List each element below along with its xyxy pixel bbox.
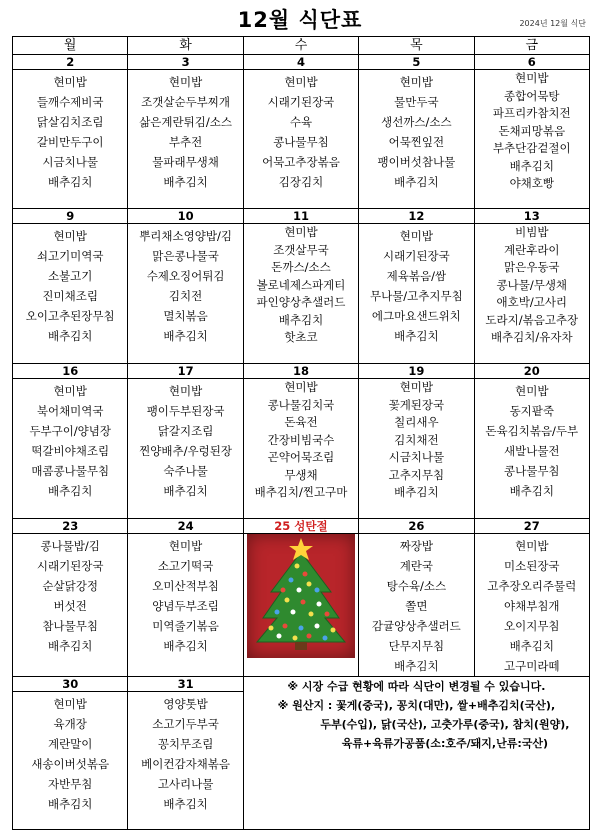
menu-item: 배추김치 bbox=[509, 158, 554, 173]
menu-item: 감귤양상추샐러드 bbox=[371, 619, 461, 633]
menu-item: 배추김치 bbox=[47, 329, 93, 343]
menu-item: 갈비만두구이 bbox=[36, 135, 104, 149]
menu-list bbox=[359, 224, 473, 346]
menu-list bbox=[244, 224, 358, 347]
origin-text: 꽃게(중국), 꽁치(대만), 쌀+배추김치(국산), bbox=[336, 699, 556, 712]
menu-item: 현미밥 bbox=[168, 539, 203, 553]
menu-item: 배추김치 bbox=[47, 797, 93, 811]
menu-list bbox=[13, 379, 127, 501]
weekday-mon: 월 bbox=[13, 37, 128, 55]
note-marker: ※ bbox=[287, 680, 299, 693]
menu-item: 뿌리채소영양밥/김 bbox=[139, 229, 232, 243]
origin-label: 원산지 : bbox=[292, 699, 333, 712]
menu-item: 단무지무침 bbox=[388, 639, 445, 653]
menu-item: 비빔밥 bbox=[515, 225, 549, 239]
menu-item: 시금치나물 bbox=[388, 450, 445, 464]
menu-item: 배추김치 bbox=[394, 659, 439, 673]
menu-item: 볼로네제스파게티 bbox=[256, 277, 346, 292]
menu-item: 계란말이 bbox=[47, 737, 93, 751]
menu-row bbox=[13, 70, 590, 209]
menu-cell bbox=[243, 379, 358, 519]
menu-item: 꽃게된장국 bbox=[388, 397, 445, 412]
menu-item: 조갯살순두부찌개 bbox=[141, 95, 231, 109]
menu-item: 맑은우동국 bbox=[504, 260, 560, 274]
menu-item: 새발나물전 bbox=[504, 444, 560, 458]
menu-item: 미역줄기볶음 bbox=[152, 619, 219, 633]
menu-item: 오이지무침 bbox=[504, 619, 560, 633]
weekday-tue: 화 bbox=[128, 37, 243, 55]
weekday-wed: 수 bbox=[243, 37, 358, 55]
menu-item: 맑은콩나물국 bbox=[152, 249, 219, 263]
menu-item: 오이고추된장무침 bbox=[25, 309, 115, 323]
date-cell: 2 bbox=[13, 55, 128, 70]
menu-row bbox=[13, 224, 590, 364]
menu-item: 배추김치 bbox=[394, 485, 439, 499]
date-note: 2024년 12월 식단 bbox=[519, 19, 586, 28]
menu-item: 시래기된장국 bbox=[36, 559, 104, 573]
date-cell: 5 bbox=[359, 55, 474, 70]
menu-list bbox=[244, 379, 358, 502]
menu-item: 짜장밥 bbox=[399, 539, 434, 553]
menu-item: 자반무침 bbox=[47, 777, 93, 791]
menu-item: 소고기떡국 bbox=[157, 559, 214, 573]
menu-item: 곤약어묵조림 bbox=[267, 450, 335, 464]
date-cell: 30 bbox=[13, 677, 128, 692]
menu-row bbox=[13, 534, 590, 677]
menu-cell bbox=[359, 534, 474, 677]
weekday-header-row bbox=[13, 37, 590, 55]
menu-item: 계란후라이 bbox=[504, 242, 560, 257]
menu-item: 순살닭강정 bbox=[42, 579, 98, 593]
menu-item: 현미밥 bbox=[515, 539, 549, 553]
menu-list bbox=[13, 224, 127, 346]
menu-item: 탕수육/소스 bbox=[386, 579, 447, 593]
menu-list bbox=[359, 534, 473, 676]
date-row bbox=[13, 209, 590, 224]
menu-item: 현미밥 bbox=[168, 75, 203, 89]
menu-item: 육개장 bbox=[53, 717, 87, 731]
menu-item: 현미밥 bbox=[515, 71, 549, 85]
menu-item: 제육볶음/쌈 bbox=[386, 269, 447, 283]
menu-item: 파인양상추샐러드 bbox=[256, 295, 346, 309]
menu-item: 배추김치 bbox=[394, 175, 439, 189]
menu-item: 동지팥죽 bbox=[509, 404, 554, 418]
menu-cell bbox=[128, 379, 243, 519]
menu-item: 에그마요샌드위치 bbox=[371, 309, 461, 323]
menu-item: 현미밥 bbox=[515, 384, 549, 398]
menu-item: 배추김치 bbox=[394, 329, 439, 343]
menu-cell bbox=[243, 70, 358, 209]
menu-item: 고사리나물 bbox=[157, 777, 214, 791]
menu-item: 소고기두부국 bbox=[152, 717, 219, 731]
menu-item: 배추김치/찐고구마 bbox=[254, 485, 348, 499]
menu-item: 영양톳밥 bbox=[163, 697, 208, 711]
menu-item: 배추김치 bbox=[163, 175, 208, 189]
date-cell: 10 bbox=[128, 209, 243, 224]
menu-item: 현미밥 bbox=[399, 75, 434, 89]
menu-item: 어묵찐잎전 bbox=[388, 135, 445, 149]
menu-item: 현미밥 bbox=[284, 75, 318, 89]
menu-item: 김치전 bbox=[168, 289, 203, 303]
date-cell-holiday: 25 성탄절 bbox=[243, 519, 358, 534]
menu-item: 팽이두부된장국 bbox=[146, 404, 225, 418]
menu-item: 새송이버섯볶음 bbox=[31, 757, 110, 771]
menu-list bbox=[128, 534, 242, 656]
menu-item: 콩나물김치국 bbox=[267, 397, 335, 412]
note-marker: ※ bbox=[277, 699, 289, 712]
date-cell: 4 bbox=[243, 55, 358, 70]
menu-item: 콩나물무침 bbox=[504, 464, 560, 478]
menu-item: 쇠고기미역국 bbox=[36, 249, 104, 263]
christmas-tree-icon bbox=[247, 534, 355, 658]
menu-item: 삶은계란튀김/소스 bbox=[139, 115, 232, 129]
menu-item: 현미밥 bbox=[53, 229, 87, 243]
menu-item: 배추김치 bbox=[47, 639, 93, 653]
menu-item: 쫄면 bbox=[405, 599, 428, 613]
menu-item: 어묵고추장볶음 bbox=[262, 155, 340, 169]
menu-item: 배추김치 bbox=[47, 175, 93, 189]
menu-row bbox=[13, 379, 590, 519]
date-cell: 13 bbox=[474, 209, 589, 224]
menu-item: 배추김치 bbox=[509, 639, 554, 653]
menu-item: 배추김치 bbox=[163, 639, 208, 653]
menu-item: 콩나물/무생채 bbox=[496, 277, 568, 292]
menu-list bbox=[128, 224, 242, 346]
menu-item: 현미밥 bbox=[399, 380, 434, 394]
date-cell: 31 bbox=[128, 677, 243, 692]
menu-cell bbox=[359, 379, 474, 519]
menu-item: 김장김치 bbox=[278, 175, 324, 189]
menu-list bbox=[13, 534, 127, 656]
christmas-tree-image bbox=[247, 534, 355, 658]
menu-list bbox=[128, 692, 242, 814]
menu-item: 계란국 bbox=[399, 559, 434, 573]
menu-list bbox=[13, 70, 127, 192]
menu-item: 오미산적부침 bbox=[152, 579, 219, 593]
menu-item: 핫초코 bbox=[284, 330, 318, 344]
menu-item: 버섯전 bbox=[53, 599, 87, 613]
date-cell: 6 bbox=[474, 55, 589, 70]
menu-item: 무생채 bbox=[284, 467, 318, 482]
menu-list bbox=[128, 70, 242, 192]
weekday-fri: 금 bbox=[474, 37, 589, 55]
menu-item: 참나물무침 bbox=[42, 619, 98, 633]
menu-cell bbox=[128, 224, 243, 364]
menu-item: 조갯살무국 bbox=[273, 242, 329, 257]
menu-item: 배추김치 bbox=[163, 484, 208, 498]
menu-item: 현미밥 bbox=[399, 229, 434, 243]
menu-item: 수육 bbox=[289, 115, 313, 129]
date-row bbox=[13, 55, 590, 70]
menu-table bbox=[12, 36, 590, 830]
menu-item: 진미채조림 bbox=[42, 289, 98, 303]
menu-item: 두부구이/양념장 bbox=[29, 424, 112, 438]
date-cell: 12 bbox=[359, 209, 474, 224]
menu-list bbox=[475, 379, 589, 501]
menu-list bbox=[475, 534, 589, 676]
menu-cell bbox=[474, 70, 589, 209]
note-change-text: 시장 수급 현황에 따라 식단이 변경될 수 있습니다. bbox=[301, 680, 546, 693]
menu-item: 야채부침개 bbox=[504, 599, 560, 613]
menu-item: 무나물/고추지무침 bbox=[369, 289, 463, 303]
menu-item: 현미밥 bbox=[168, 384, 203, 398]
menu-cell bbox=[13, 534, 128, 677]
menu-item: 배추김치 bbox=[163, 329, 208, 343]
note-line-1 bbox=[244, 677, 589, 696]
menu-item: 고추장오리주물럭 bbox=[487, 579, 577, 593]
date-row bbox=[13, 519, 590, 534]
menu-cell bbox=[474, 379, 589, 519]
menu-item: 돈육전 bbox=[284, 415, 318, 429]
menu-item: 양념두부조림 bbox=[152, 599, 219, 613]
menu-list bbox=[13, 692, 127, 814]
menu-cell bbox=[128, 70, 243, 209]
menu-item: 도라지/볶음고추장 bbox=[485, 312, 579, 327]
date-cell: 9 bbox=[13, 209, 128, 224]
menu-item: 들깨수제비국 bbox=[36, 95, 104, 109]
menu-item: 돈까스/소스 bbox=[271, 260, 331, 274]
weekday-thu: 목 bbox=[359, 37, 474, 55]
menu-list bbox=[359, 70, 473, 192]
menu-cell bbox=[243, 224, 358, 364]
menu-item: 닭살김치조림 bbox=[36, 115, 104, 129]
menu-item: 미소된장국 bbox=[504, 559, 560, 573]
menu-item: 파프리카참치전 bbox=[492, 106, 571, 120]
menu-list bbox=[128, 379, 242, 501]
menu-item: 북어채미역국 bbox=[36, 404, 104, 418]
page-title: 12월 식단표 bbox=[237, 8, 363, 32]
menu-item: 매콤콩나물무침 bbox=[31, 464, 110, 478]
menu-cell bbox=[128, 692, 243, 830]
menu-item: 닭갈지조림 bbox=[157, 424, 214, 438]
date-cell: 17 bbox=[128, 364, 243, 379]
menu-item: 고구미라떼 bbox=[504, 659, 560, 673]
menu-item: 부추전 bbox=[168, 135, 203, 149]
date-cell: 27 bbox=[474, 519, 589, 534]
menu-cell bbox=[128, 534, 243, 677]
date-cell: 18 bbox=[243, 364, 358, 379]
menu-item: 애호박/고사리 bbox=[496, 295, 568, 309]
menu-item: 간장비빔국수 bbox=[267, 432, 335, 447]
menu-item: 배추김치 bbox=[509, 484, 554, 498]
menu-item: 시래기된장국 bbox=[267, 95, 335, 109]
menu-item: 돈육김치볶음/두부 bbox=[485, 424, 579, 438]
menu-cell bbox=[13, 692, 128, 830]
menu-item: 고추지무침 bbox=[388, 467, 445, 482]
menu-item: 부추단감겉절이 bbox=[492, 141, 571, 155]
christmas-cell bbox=[243, 534, 358, 677]
menu-item: 멸치볶음 bbox=[163, 309, 208, 323]
note-line-4: 육류+육류가공품(소:호주/돼지,난류:국산) bbox=[341, 737, 549, 750]
menu-item: 배추김치 bbox=[163, 797, 208, 811]
menu-cell bbox=[474, 534, 589, 677]
date-cell: 23 bbox=[13, 519, 128, 534]
date-cell: 19 bbox=[359, 364, 474, 379]
menu-item: 현미밥 bbox=[284, 225, 318, 239]
menu-cell bbox=[359, 70, 474, 209]
menu-item: 수제오징어튀김 bbox=[146, 269, 225, 283]
menu-item: 꽁치무조림 bbox=[157, 737, 214, 751]
date-row bbox=[13, 364, 590, 379]
notes-cell bbox=[243, 677, 589, 830]
menu-item: 칠리새우 bbox=[394, 415, 439, 429]
menu-list bbox=[359, 379, 473, 502]
menu-item: 숙주나물 bbox=[163, 464, 208, 478]
menu-list bbox=[475, 70, 589, 193]
date-cell: 26 bbox=[359, 519, 474, 534]
menu-item: 물만두국 bbox=[394, 95, 439, 109]
menu-item: 물파래무생채 bbox=[152, 155, 219, 169]
menu-item: 현미밥 bbox=[53, 697, 87, 711]
note-line-2 bbox=[244, 696, 589, 715]
date-cell: 11 bbox=[243, 209, 358, 224]
menu-item: 현미밥 bbox=[284, 380, 318, 394]
menu-item: 생선까스/소스 bbox=[381, 115, 452, 129]
menu-item: 현미밥 bbox=[53, 384, 87, 398]
menu-item: 현미밥 bbox=[53, 75, 87, 89]
menu-item: 떡갈비야채조림 bbox=[31, 444, 110, 458]
menu-cell bbox=[13, 224, 128, 364]
menu-item: 배추김치/유자차 bbox=[490, 330, 573, 344]
menu-item: 종합어묵탕 bbox=[504, 88, 560, 103]
menu-list bbox=[475, 224, 589, 347]
menu-item: 배추김치 bbox=[278, 312, 324, 327]
date-row bbox=[13, 677, 590, 692]
menu-item: 야채호빵 bbox=[509, 176, 554, 190]
menu-item: 베이컨감자채볶음 bbox=[141, 757, 231, 771]
menu-item: 시래기된장국 bbox=[383, 249, 450, 263]
menu-item: 팽이버섯참나물 bbox=[377, 155, 456, 169]
menu-item: 배추김치 bbox=[47, 484, 93, 498]
date-cell: 20 bbox=[474, 364, 589, 379]
menu-item: 돈채피망볶음 bbox=[498, 123, 566, 138]
menu-cell bbox=[13, 70, 128, 209]
note-line-3: 두부(수입), 닭(국산), 고춧가루(중국), 참치(원양), bbox=[320, 718, 570, 731]
date-cell: 24 bbox=[128, 519, 243, 534]
date-cell: 16 bbox=[13, 364, 128, 379]
menu-item: 콩나물무침 bbox=[273, 135, 329, 149]
date-cell: 3 bbox=[128, 55, 243, 70]
menu-item: 소불고기 bbox=[47, 269, 93, 283]
menu-item: 시금치나물 bbox=[42, 155, 98, 169]
menu-cell bbox=[13, 379, 128, 519]
menu-cell bbox=[359, 224, 474, 364]
menu-item: 콩나물밥/김 bbox=[40, 539, 100, 553]
menu-item: 김치채전 bbox=[394, 432, 439, 447]
menu-cell bbox=[474, 224, 589, 364]
menu-list bbox=[244, 70, 358, 192]
menu-item: 찐양배추/우렁된장 bbox=[139, 444, 232, 458]
